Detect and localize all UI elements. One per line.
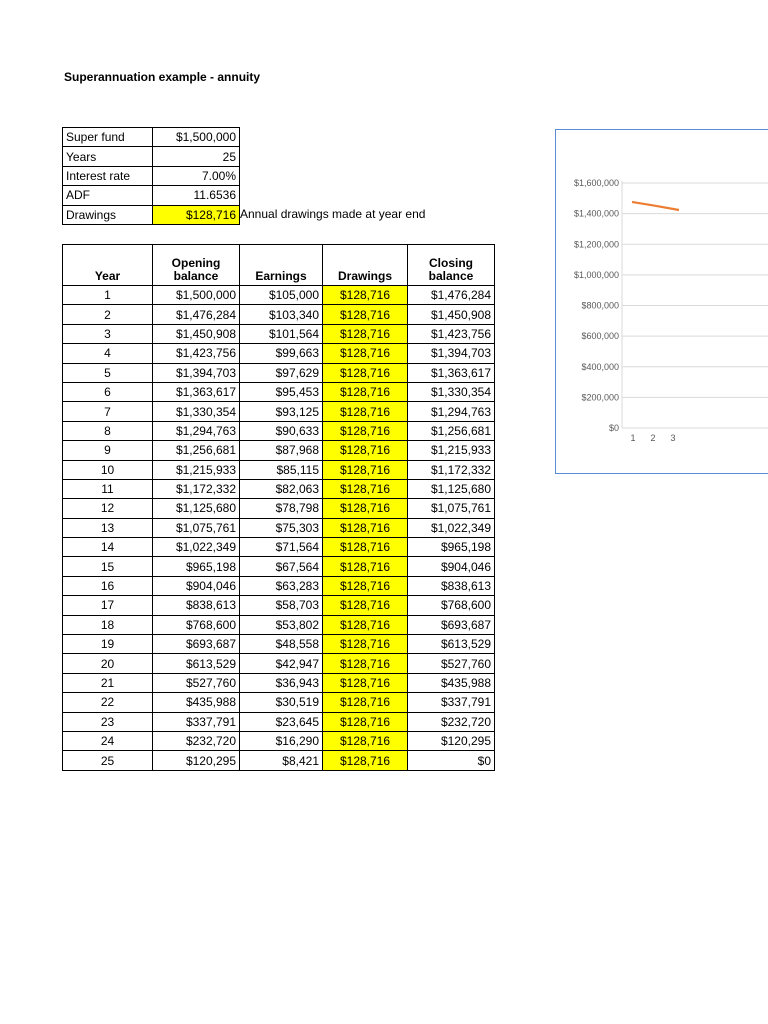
cell-opening-balance[interactable]: $1,500,000 xyxy=(153,286,240,305)
table-row xyxy=(63,479,495,498)
cell-closing-balance[interactable]: $1,075,761 xyxy=(408,499,495,518)
table-row xyxy=(63,693,495,712)
cell-year[interactable]: 13 xyxy=(63,518,153,537)
cell-opening-balance[interactable]: $1,450,908 xyxy=(153,324,240,343)
parameter-value[interactable]: $128,716 xyxy=(153,205,240,224)
cell-closing-balance[interactable]: $768,600 xyxy=(408,596,495,615)
parameter-label[interactable]: Super fund xyxy=(63,128,153,147)
cell-opening-balance[interactable]: $693,687 xyxy=(153,635,240,654)
parameter-label[interactable]: Years xyxy=(63,147,153,166)
chart-y-tick-label: $600,000 xyxy=(581,331,619,342)
cell-closing-balance[interactable]: $1,330,354 xyxy=(408,382,495,401)
cell-closing-balance[interactable]: $435,988 xyxy=(408,673,495,692)
cell-year[interactable]: 25 xyxy=(63,751,153,770)
cell-opening-balance[interactable]: $435,988 xyxy=(153,693,240,712)
table-row xyxy=(63,615,495,634)
chart-y-tick-label: $0 xyxy=(608,423,619,433)
cell-drawings[interactable]: $128,716 xyxy=(323,538,408,557)
cell-closing-balance[interactable]: $613,529 xyxy=(408,635,495,654)
cell-drawings[interactable]: $128,716 xyxy=(323,518,408,537)
sheet-title: Superannuation example - annuity xyxy=(64,70,261,84)
balance-chart[interactable] xyxy=(555,129,768,474)
table-row xyxy=(63,576,495,595)
cell-closing-balance[interactable]: $1,256,681 xyxy=(408,421,495,440)
annuity-schedule-table xyxy=(62,244,495,771)
cell-closing-balance[interactable]: $1,125,680 xyxy=(408,479,495,498)
chart-x-tick-label: 3 xyxy=(670,433,676,443)
chart-y-tick-label: $1,600,000 xyxy=(573,178,619,188)
cell-earnings[interactable]: $71,564 xyxy=(240,538,323,557)
header-year[interactable]: Year xyxy=(63,245,153,286)
cell-opening-balance[interactable]: $1,330,354 xyxy=(153,402,240,421)
cell-earnings[interactable]: $97,629 xyxy=(240,363,323,382)
cell-drawings[interactable]: $128,716 xyxy=(323,363,408,382)
header-drawings[interactable]: Drawings xyxy=(323,245,408,286)
parameter-row xyxy=(63,186,240,205)
table-row xyxy=(63,324,495,343)
cell-closing-balance[interactable]: $1,294,763 xyxy=(408,402,495,421)
cell-year[interactable]: 17 xyxy=(63,596,153,615)
cell-year[interactable]: 3 xyxy=(63,324,153,343)
cell-drawings[interactable]: $128,716 xyxy=(323,712,408,731)
cell-drawings[interactable]: $128,716 xyxy=(323,286,408,305)
table-row xyxy=(63,538,495,557)
cell-drawings[interactable]: $128,716 xyxy=(323,499,408,518)
table-row xyxy=(63,596,495,615)
cell-year[interactable]: 2 xyxy=(63,305,153,324)
cell-year[interactable]: 12 xyxy=(63,499,153,518)
cell-drawings[interactable]: $128,716 xyxy=(323,441,408,460)
table-row xyxy=(63,518,495,537)
cell-year[interactable]: 23 xyxy=(63,712,153,731)
cell-year[interactable]: 6 xyxy=(63,382,153,401)
cell-earnings[interactable]: $8,421 xyxy=(240,751,323,770)
cell-opening-balance[interactable]: $1,022,349 xyxy=(153,538,240,557)
cell-year[interactable]: 16 xyxy=(63,576,153,595)
parameter-row xyxy=(63,128,240,147)
cell-drawings[interactable]: $128,716 xyxy=(323,557,408,576)
table-row xyxy=(63,557,495,576)
header-earnings[interactable]: Earnings xyxy=(240,245,323,286)
chart-y-tick-label: $200,000 xyxy=(581,392,619,403)
cell-closing-balance[interactable]: $1,450,908 xyxy=(408,305,495,324)
cell-year[interactable]: 15 xyxy=(63,557,153,576)
cell-drawings[interactable]: $128,716 xyxy=(323,402,408,421)
balance-chart-svg xyxy=(556,130,768,474)
cell-opening-balance[interactable]: $613,529 xyxy=(153,654,240,673)
header-opening-balance[interactable]: Opening balance xyxy=(153,245,240,286)
table-row xyxy=(63,363,495,382)
chart-x-tick-label: 1 xyxy=(630,433,636,443)
cell-drawings[interactable]: $128,716 xyxy=(323,479,408,498)
cell-drawings[interactable]: $128,716 xyxy=(323,305,408,324)
cell-closing-balance[interactable]: $1,476,284 xyxy=(408,286,495,305)
header-closing-balance[interactable]: Closing balance xyxy=(408,245,495,286)
cell-drawings[interactable]: $128,716 xyxy=(323,635,408,654)
cell-closing-balance[interactable]: $120,295 xyxy=(408,731,495,750)
cell-drawings[interactable]: $128,716 xyxy=(323,693,408,712)
table-row xyxy=(63,402,495,421)
cell-earnings[interactable]: $90,633 xyxy=(240,421,323,440)
parameter-value[interactable]: 11.6536 xyxy=(153,186,240,205)
cell-drawings[interactable]: $128,716 xyxy=(323,576,408,595)
cell-earnings[interactable]: $75,303 xyxy=(240,518,323,537)
cell-earnings[interactable]: $23,645 xyxy=(240,712,323,731)
cell-year[interactable]: 24 xyxy=(63,731,153,750)
cell-earnings[interactable]: $101,564 xyxy=(240,324,323,343)
table-row xyxy=(63,673,495,692)
cell-earnings[interactable]: $103,340 xyxy=(240,305,323,324)
cell-year[interactable]: 18 xyxy=(63,615,153,634)
cell-opening-balance[interactable]: $337,791 xyxy=(153,712,240,731)
cell-drawings[interactable]: $128,716 xyxy=(323,460,408,479)
cell-closing-balance[interactable]: $1,394,703 xyxy=(408,344,495,363)
cell-year[interactable]: 11 xyxy=(63,479,153,498)
cell-earnings[interactable]: $85,115 xyxy=(240,460,323,479)
chart-y-tick-label: $1,400,000 xyxy=(573,208,619,219)
table-row xyxy=(63,712,495,731)
parameter-value[interactable]: 25 xyxy=(153,147,240,166)
cell-earnings[interactable]: $58,703 xyxy=(240,596,323,615)
table-row xyxy=(63,460,495,479)
parameter-value[interactable]: 7.00% xyxy=(153,166,240,185)
table-row xyxy=(63,305,495,324)
table-row xyxy=(63,751,495,770)
cell-closing-balance[interactable]: $0 xyxy=(408,751,495,770)
parameter-label[interactable]: Drawings xyxy=(63,205,153,224)
cell-opening-balance[interactable]: $1,172,332 xyxy=(153,479,240,498)
parameters-table xyxy=(62,127,240,225)
cell-closing-balance[interactable]: $1,022,349 xyxy=(408,518,495,537)
cell-closing-balance[interactable]: $693,687 xyxy=(408,615,495,634)
cell-earnings[interactable]: $99,663 xyxy=(240,344,323,363)
cell-closing-balance[interactable]: $1,363,617 xyxy=(408,363,495,382)
cell-earnings[interactable]: $87,968 xyxy=(240,441,323,460)
cell-drawings[interactable]: $128,716 xyxy=(323,324,408,343)
cell-closing-balance[interactable]: $1,172,332 xyxy=(408,460,495,479)
cell-drawings[interactable]: $128,716 xyxy=(323,731,408,750)
cell-opening-balance[interactable]: $1,075,761 xyxy=(153,518,240,537)
cell-earnings[interactable]: $36,943 xyxy=(240,673,323,692)
cell-year[interactable]: 7 xyxy=(63,402,153,421)
chart-series-line xyxy=(632,202,679,210)
table-row xyxy=(63,344,495,363)
cell-earnings[interactable]: $95,453 xyxy=(240,382,323,401)
cell-earnings[interactable]: $105,000 xyxy=(240,286,323,305)
cell-earnings[interactable]: $53,802 xyxy=(240,615,323,634)
cell-year[interactable]: 21 xyxy=(63,673,153,692)
parameter-row xyxy=(63,147,240,166)
cell-closing-balance[interactable]: $1,215,933 xyxy=(408,441,495,460)
parameter-row xyxy=(63,205,240,224)
table-row xyxy=(63,499,495,518)
chart-y-tick-label: $1,000,000 xyxy=(573,269,619,280)
cell-opening-balance[interactable]: $1,476,284 xyxy=(153,305,240,324)
cell-earnings[interactable]: $30,519 xyxy=(240,693,323,712)
cell-earnings[interactable]: $48,558 xyxy=(240,635,323,654)
chart-y-tick-label: $800,000 xyxy=(581,300,619,311)
cell-year[interactable]: 22 xyxy=(63,693,153,712)
chart-x-tick-label: 2 xyxy=(650,433,656,443)
cell-earnings[interactable]: $82,063 xyxy=(240,479,323,498)
chart-y-tick-label: $1,200,000 xyxy=(573,239,619,250)
cell-drawings[interactable]: $128,716 xyxy=(323,421,408,440)
cell-earnings[interactable]: $67,564 xyxy=(240,557,323,576)
cell-year[interactable]: 4 xyxy=(63,344,153,363)
cell-drawings[interactable]: $128,716 xyxy=(323,596,408,615)
cell-opening-balance[interactable]: $232,720 xyxy=(153,731,240,750)
cell-closing-balance[interactable]: $904,046 xyxy=(408,557,495,576)
cell-opening-balance[interactable]: $1,294,763 xyxy=(153,421,240,440)
schedule-header-row xyxy=(63,245,495,286)
cell-earnings[interactable]: $42,947 xyxy=(240,654,323,673)
table-row xyxy=(63,421,495,440)
cell-year[interactable]: 5 xyxy=(63,363,153,382)
cell-drawings[interactable]: $128,716 xyxy=(323,751,408,770)
cell-drawings[interactable]: $128,716 xyxy=(323,615,408,634)
cell-drawings[interactable]: $128,716 xyxy=(323,654,408,673)
table-row xyxy=(63,731,495,750)
cell-opening-balance[interactable]: $1,363,617 xyxy=(153,382,240,401)
cell-year[interactable]: 10 xyxy=(63,460,153,479)
cell-opening-balance[interactable]: $527,760 xyxy=(153,673,240,692)
cell-year[interactable]: 14 xyxy=(63,538,153,557)
cell-opening-balance[interactable]: $965,198 xyxy=(153,557,240,576)
cell-closing-balance[interactable]: $337,791 xyxy=(408,693,495,712)
cell-opening-balance[interactable]: $838,613 xyxy=(153,596,240,615)
cell-drawings[interactable]: $128,716 xyxy=(323,382,408,401)
cell-opening-balance[interactable]: $1,215,933 xyxy=(153,460,240,479)
cell-closing-balance[interactable]: $838,613 xyxy=(408,576,495,595)
cell-closing-balance[interactable]: $1,423,756 xyxy=(408,324,495,343)
parameter-row xyxy=(63,166,240,185)
cell-opening-balance[interactable]: $120,295 xyxy=(153,751,240,770)
cell-earnings[interactable]: $93,125 xyxy=(240,402,323,421)
cell-earnings[interactable]: $16,290 xyxy=(240,731,323,750)
cell-opening-balance[interactable]: $768,600 xyxy=(153,615,240,634)
cell-closing-balance[interactable]: $232,720 xyxy=(408,712,495,731)
cell-opening-balance[interactable]: $1,125,680 xyxy=(153,499,240,518)
cell-opening-balance[interactable]: $1,394,703 xyxy=(153,363,240,382)
table-row xyxy=(63,286,495,305)
table-row xyxy=(63,441,495,460)
parameter-label[interactable]: Interest rate xyxy=(63,166,153,185)
cell-earnings[interactable]: $78,798 xyxy=(240,499,323,518)
cell-earnings[interactable]: $63,283 xyxy=(240,576,323,595)
table-row xyxy=(63,654,495,673)
cell-closing-balance[interactable]: $527,760 xyxy=(408,654,495,673)
chart-y-tick-label: $400,000 xyxy=(581,361,619,372)
cell-year[interactable]: 1 xyxy=(63,286,153,305)
cell-year[interactable]: 19 xyxy=(63,635,153,654)
cell-year[interactable]: 9 xyxy=(63,441,153,460)
cell-opening-balance[interactable]: $1,256,681 xyxy=(153,441,240,460)
cell-year[interactable]: 8 xyxy=(63,421,153,440)
cell-year[interactable]: 20 xyxy=(63,654,153,673)
cell-drawings[interactable]: $128,716 xyxy=(323,344,408,363)
parameter-value[interactable]: $1,500,000 xyxy=(153,128,240,147)
cell-closing-balance[interactable]: $965,198 xyxy=(408,538,495,557)
cell-drawings[interactable]: $128,716 xyxy=(323,673,408,692)
cell-opening-balance[interactable]: $1,423,756 xyxy=(153,344,240,363)
cell-opening-balance[interactable]: $904,046 xyxy=(153,576,240,595)
parameter-label[interactable]: ADF xyxy=(63,186,153,205)
table-row xyxy=(63,382,495,401)
drawings-note: Annual drawings made at year end xyxy=(240,207,426,221)
table-row xyxy=(63,635,495,654)
